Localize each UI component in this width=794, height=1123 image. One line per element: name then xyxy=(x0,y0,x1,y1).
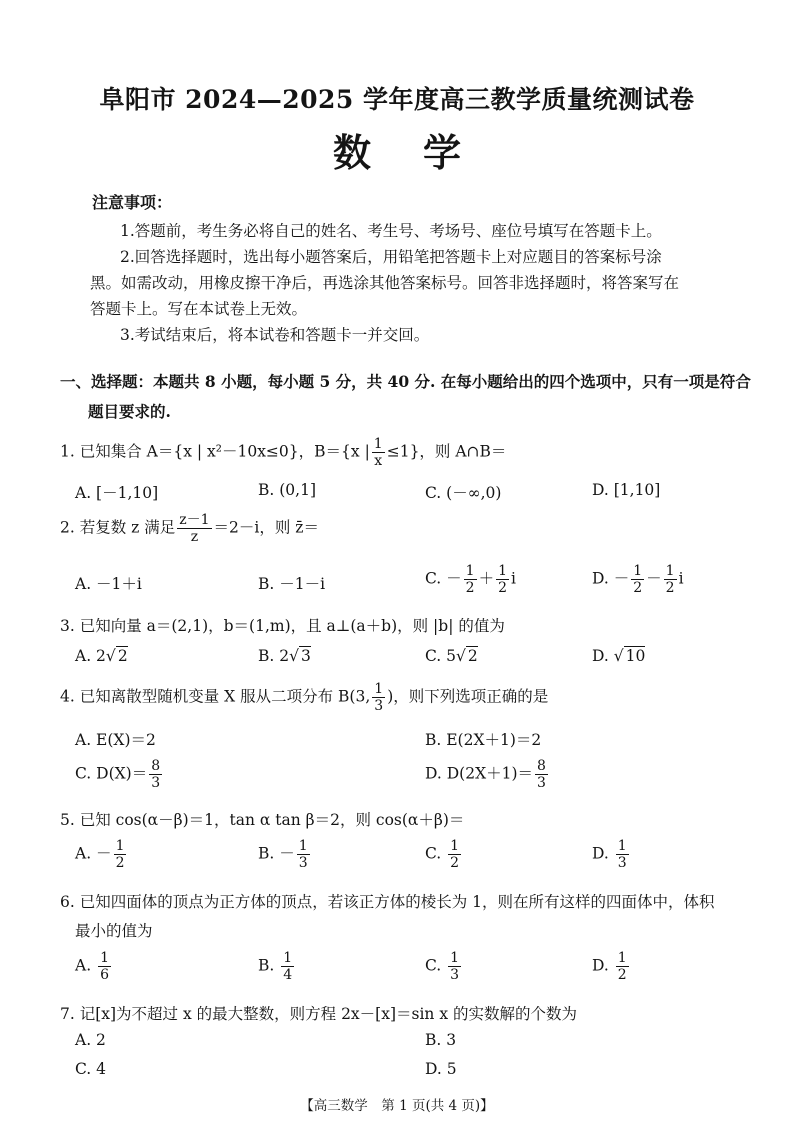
notice-item-2: 2.回答选择题时，选出每小题答案后，用铅笔把答题卡上对应题目的答案标号涂 xyxy=(120,248,662,266)
q4-stem-b: )，则下列选项正确的是 xyxy=(387,687,549,706)
q2-frac-den: z xyxy=(190,529,199,546)
q4d-den: 3 xyxy=(537,775,546,792)
q6a-den: 6 xyxy=(100,967,109,984)
q2c-f2-num: 1 xyxy=(498,563,508,579)
q2c-frac1 xyxy=(464,563,477,596)
q4-frac-den: 3 xyxy=(374,698,384,715)
q6c-num: 1 xyxy=(450,950,460,966)
question-3: 3. 已知向量 a＝(2,1)，b＝(1,m)，且 a⊥(a＋b)，则 |b| 的值为 xyxy=(60,617,505,635)
q5d-frac xyxy=(616,838,629,871)
q6b-num: 1 xyxy=(283,950,293,966)
q5a-den: 2 xyxy=(115,855,125,872)
q2c-plus: ＋ xyxy=(478,569,495,588)
question-4 xyxy=(60,681,548,714)
q5b-prefix: B. － xyxy=(258,844,295,863)
q4c-prefix: C. D(X)＝ xyxy=(75,764,148,783)
notice-item-1: 1.答题前，考生务必将自己的姓名、考生号、考场号、座位号填写在答题卡上。 xyxy=(120,222,662,240)
q5b-den: 3 xyxy=(298,855,308,872)
q2-fraction xyxy=(177,512,211,545)
q6-option-a xyxy=(75,950,113,983)
q2c-f2-den: 2 xyxy=(498,580,508,597)
q2d-f1-den: 2 xyxy=(633,580,643,597)
q5b-num: 1 xyxy=(298,838,308,854)
q2-option-d xyxy=(592,563,684,596)
q2d-frac2 xyxy=(664,563,677,596)
q4c-den: 3 xyxy=(151,775,161,792)
q3a-radicand: 2 xyxy=(117,647,128,665)
notice-heading: 注意事项： xyxy=(92,193,173,212)
q6c-prefix: C. xyxy=(425,956,447,975)
q6b-prefix: B. xyxy=(258,956,280,975)
q4d-prefix: D. D(2X＋1)＝ xyxy=(425,764,534,783)
q5c-prefix: C. xyxy=(425,844,447,863)
q6c-frac xyxy=(448,950,461,983)
q5d-prefix: D. xyxy=(592,844,614,863)
q2d-prefix: D. － xyxy=(592,569,630,588)
q7-option-a: A. 2 xyxy=(75,1031,106,1049)
q5a-frac xyxy=(114,838,127,871)
q4c-frac xyxy=(149,758,162,791)
q2c-frac2 xyxy=(496,563,509,596)
q1-fraction xyxy=(372,436,385,469)
q5d-den: 3 xyxy=(617,855,627,872)
q5-option-d xyxy=(592,838,631,871)
q5-option-a xyxy=(75,838,128,871)
q3b-radicand: 3 xyxy=(301,647,311,665)
q1-option-c: C. (－∞,0) xyxy=(425,484,502,502)
question-2 xyxy=(60,512,319,545)
q6d-num: 1 xyxy=(617,950,627,966)
q6c-den: 3 xyxy=(450,967,460,984)
q6a-num: 1 xyxy=(100,950,109,966)
q3c-radicand: 2 xyxy=(467,647,478,665)
q6d-frac xyxy=(616,950,629,983)
q2-stem-b: ＝2－i，则 z̄＝ xyxy=(213,518,319,537)
q6a-prefix: A. xyxy=(75,956,97,975)
q6a-frac xyxy=(98,950,111,983)
q7-option-b: B. 3 xyxy=(425,1031,457,1049)
q5d-num: 1 xyxy=(617,838,627,854)
q1-frac-den: x xyxy=(374,453,383,470)
q4d-num: 8 xyxy=(537,758,546,774)
question-6: 6. 已知四面体的顶点为正方体的顶点，若该正方体的棱长为 1，则在所有这样的四面体中，体积 xyxy=(60,893,715,911)
exam-title: 阜阳市 2024—2025 学年度高三教学质量统测试卷 xyxy=(99,85,695,114)
q3c-coef: C. 5 xyxy=(425,647,457,665)
q4-frac-num: 1 xyxy=(374,681,384,697)
q4-fraction xyxy=(372,681,385,714)
q2d-f1-num: 1 xyxy=(633,563,643,579)
question-5: 5. 已知 cos(α－β)＝1，tan α tan β＝2，则 cos(α＋β)＝ xyxy=(60,811,465,829)
question-6-cont: 最小的值为 xyxy=(75,922,153,940)
q3-option-b: B. 2√ 3 xyxy=(258,647,311,665)
q5-option-c xyxy=(425,838,463,871)
q2d-f2-den: 2 xyxy=(665,580,675,597)
q2c-f1-num: 1 xyxy=(465,563,475,579)
q1-option-d: D. [1,10] xyxy=(592,481,661,499)
q3b-coef: B. 2 xyxy=(258,647,290,665)
q2-frac-num: z－1 xyxy=(179,512,210,528)
q1-frac-num: 1 xyxy=(373,436,383,452)
q4c-num: 8 xyxy=(151,758,161,774)
q2d-minus: － xyxy=(646,569,662,588)
page-footer: 【高三数学 第 1 页(共 4 页)】 xyxy=(300,1098,494,1114)
q6b-den: 4 xyxy=(283,967,293,984)
notice-item-2-cont: 黑。如需改动，用橡皮擦干净后，再选涂其他答案标号。回答非选择题时，将答案写在 xyxy=(90,274,680,292)
q3d-radicand: 10 xyxy=(625,647,646,665)
q4-option-d xyxy=(425,758,550,791)
q4-option-b: B. E(2X＋1)＝2 xyxy=(425,731,542,749)
q1-option-b: B. (0,1] xyxy=(258,481,316,499)
q2c-f1-den: 2 xyxy=(465,580,475,597)
q6-option-d xyxy=(592,950,631,983)
q1-stem-a: 1. 已知集合 A＝{x | x²－10x≤0}，B＝{x | xyxy=(60,442,370,461)
section-heading: 一、选择题：本题共 8 小题，每小题 5 分，共 40 分. 在每小题给出的四个选项中，只有一项是符合 xyxy=(60,372,751,391)
q6d-den: 2 xyxy=(617,967,627,984)
q2-option-b: B. －1－i xyxy=(258,575,326,593)
q1-option-a: A. [－1,10] xyxy=(75,484,159,502)
q2-option-c xyxy=(425,563,516,596)
q1-stem-b: ≤1}，则 A∩B＝ xyxy=(386,442,507,461)
q4-stem-a: 4. 已知离散型随机变量 X 服从二项分布 B(3, xyxy=(60,687,371,706)
q3d-coef: D. xyxy=(592,647,614,665)
question-7: 7. 记[x]为不超过 x 的最大整数，则方程 2x－[x]＝sin x 的实数解的个数为 xyxy=(60,1005,578,1023)
subject-title: 数学 xyxy=(332,130,513,175)
q2d-f2-num: 1 xyxy=(665,563,675,579)
q6-option-c xyxy=(425,950,463,983)
question-1 xyxy=(60,436,506,469)
q2c-i: i xyxy=(511,569,516,588)
q5c-num: 1 xyxy=(450,838,460,854)
q3-option-a: A. 2√ 2 xyxy=(75,647,128,665)
q2c-prefix: C. － xyxy=(425,569,462,588)
q5c-den: 2 xyxy=(450,855,460,872)
q2d-frac1 xyxy=(631,563,644,596)
q3a-coef: A. 2 xyxy=(75,647,106,665)
q7-option-c: C. 4 xyxy=(75,1060,107,1078)
q4-option-a: A. E(X)＝2 xyxy=(75,731,156,749)
q3-option-c: C. 5√ 2 xyxy=(425,647,478,665)
q5c-frac xyxy=(448,838,461,871)
q7-option-d: D. 5 xyxy=(425,1060,457,1078)
notice-item-2-cont2: 答题卡上。写在本试卷上无效。 xyxy=(90,300,308,318)
q5-option-b xyxy=(258,838,312,871)
q3-option-d: D. √ 10 xyxy=(592,647,646,665)
q2-stem-a: 2. 若复数 z 满足 xyxy=(60,518,176,537)
notice-item-3: 3.考试结束后，将本试卷和答题卡一并交回。 xyxy=(120,326,430,344)
q2-option-a: A. －1＋i xyxy=(75,575,142,593)
q4d-frac xyxy=(535,758,548,791)
q4-option-c xyxy=(75,758,164,791)
q5b-frac xyxy=(297,838,310,871)
q5a-num: 1 xyxy=(115,838,125,854)
q6-option-b xyxy=(258,950,296,983)
q2d-i: i xyxy=(678,569,684,588)
section-heading-cont: 题目要求的. xyxy=(88,402,171,421)
q5a-prefix: A. － xyxy=(75,844,112,863)
q6d-prefix: D. xyxy=(592,956,614,975)
q6b-frac xyxy=(281,950,294,983)
